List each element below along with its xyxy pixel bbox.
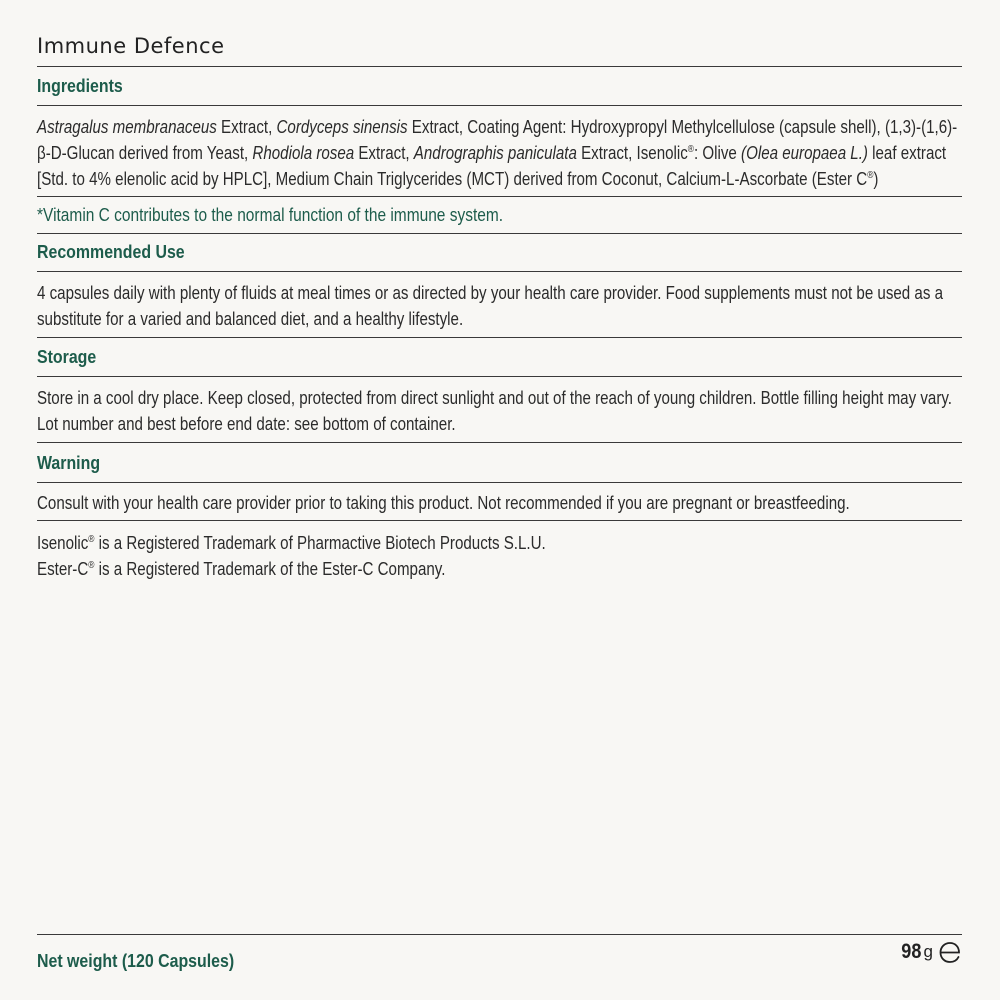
divider	[37, 482, 962, 483]
ingredient-text-segment: Extract,	[216, 117, 277, 137]
ingredient-text-segment: Extract,	[354, 143, 414, 163]
trademark-line: Isenolic® is a Registered Trademark of Pharmactive Biotech Products S.L.U.	[37, 533, 546, 553]
ingredient-latin-name: Andrographis paniculata	[413, 143, 577, 163]
ingredient-text-segment: )	[873, 169, 879, 189]
weight-unit: g	[923, 942, 933, 961]
divider	[37, 66, 962, 67]
product-title: Immune Defence	[37, 34, 225, 58]
net-weight-label: Net weight (120 Capsules)	[37, 950, 235, 971]
ingredient-text-segment: Extract, Isenolic	[576, 143, 688, 163]
divider	[37, 271, 962, 272]
divider	[37, 196, 962, 197]
ingredient-text-segment: Extract, Coating Agent: Hydroxypropyl Methylcellulose (capsule shell), (1,3)-(1,6)-β-D-Glucan derived from Yeast,	[37, 117, 958, 163]
ingredient-latin-name: Astragalus membranaceus	[37, 117, 217, 137]
ingredient-latin-name: (Olea europaea L.)	[741, 143, 868, 163]
ingredient-text-segment: leaf extract [Std. to 4% elenolic acid by HPLC], Medium Chain Triglycerides (MCT) derived from Coconut, Calcium-L-Ascorbate (Ester C	[37, 143, 947, 189]
storage-text: Store in a cool dry place. Keep closed, protected from direct sunlight and out of the reach of young children. Bottle filling height may vary. Lot number and best before end date: see bottom of container.	[37, 388, 952, 434]
storage-heading: Storage	[37, 346, 97, 367]
e-mark-icon	[938, 940, 962, 964]
weight-value: 98	[901, 940, 922, 963]
divider	[37, 376, 962, 377]
divider	[37, 105, 962, 106]
ingredient-text-segment: ®	[687, 144, 694, 155]
divider	[37, 442, 962, 443]
recommended-use-heading: Recommended Use	[37, 241, 185, 262]
trademark-line: Ester-C® is a Registered Trademark of the Ester-C Company.	[37, 559, 446, 579]
divider	[37, 934, 962, 935]
divider	[37, 233, 962, 234]
ingredients-text	[37, 114, 965, 192]
trademark-notes	[37, 530, 965, 582]
divider	[37, 337, 962, 338]
ingredient-latin-name: Rhodiola rosea	[252, 143, 355, 163]
divider	[37, 520, 962, 521]
net-weight	[898, 940, 962, 964]
label-page	[37, 0, 962, 1000]
warning-heading: Warning	[37, 452, 101, 473]
recommended-use-text: 4 capsules daily with plenty of fluids at meal times or as directed by your health care provider. Food supplements must not be used as a substitute for a varied and balanced diet, and a healthy lifestyle.	[37, 283, 944, 329]
ingredient-text-segment: : Olive	[693, 143, 742, 163]
ingredient-text-segment: ®	[867, 170, 874, 181]
ingredient-latin-name: Cordyceps sinensis	[276, 117, 408, 137]
ingredients-heading: Ingredients	[37, 75, 123, 96]
warning-text: Consult with your health care provider prior to taking this product. Not recommended if you are pregnant or breastfeeding.	[37, 493, 850, 513]
vitamin-c-claim: *Vitamin C contributes to the normal function of the immune system.	[37, 205, 504, 225]
